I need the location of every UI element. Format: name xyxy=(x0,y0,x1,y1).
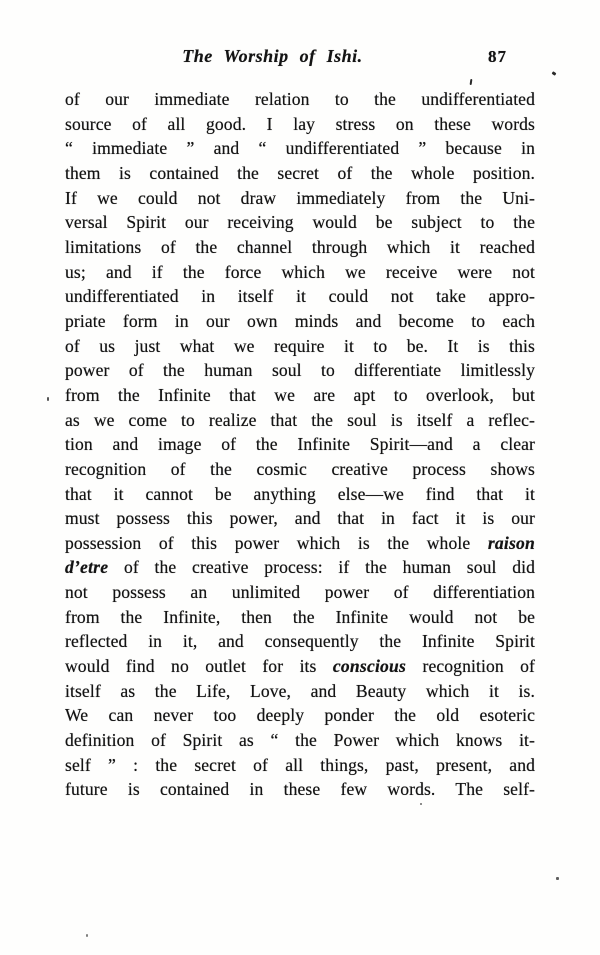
text-segment: tion and image of the Infinite Spirit—and a clear xyxy=(65,434,535,455)
italic-text-segment: raison xyxy=(487,532,535,553)
text-line xyxy=(65,580,535,605)
text-line xyxy=(65,383,535,408)
text-segment: versal Spirit our receiving would be subject to the xyxy=(65,212,535,233)
text-segment: “ immediate ” and “ undifferentiated ” because in xyxy=(65,138,535,159)
scan-speck xyxy=(552,71,557,76)
text-line xyxy=(65,629,535,654)
text-segment: them is contained the secret of the whole position. xyxy=(65,162,535,183)
text-line xyxy=(65,161,535,186)
text-line xyxy=(65,482,535,507)
text-segment: recognition of xyxy=(406,656,536,677)
running-header xyxy=(65,46,535,72)
text-segment: limitations of the channel through which it reached xyxy=(65,236,535,257)
text-segment: power of the human soul to differentiate limitlessly xyxy=(65,360,535,381)
text-segment: self ” : the secret of all things, past, present, and xyxy=(65,754,535,775)
text-segment: recognition of the cosmic creative process shows xyxy=(65,458,535,479)
text-segment: must possess this power, and that in fact it is our xyxy=(65,508,535,529)
body-text xyxy=(65,87,535,802)
text-line xyxy=(65,408,535,433)
text-line xyxy=(65,186,535,211)
text-line xyxy=(65,112,535,137)
text-line xyxy=(65,136,535,161)
text-line xyxy=(65,87,535,112)
text-line xyxy=(65,260,535,285)
italic-text-segment: conscious xyxy=(332,656,407,677)
text-line xyxy=(65,555,535,580)
scan-speck xyxy=(556,877,559,880)
text-segment: If we could not draw immediately from the Uni- xyxy=(65,187,535,208)
text-segment: of us just what we require it to be. It is this xyxy=(65,335,535,356)
text-line xyxy=(65,284,535,309)
text-line xyxy=(65,358,535,383)
text-segment: as we come to realize that the soul is itself a reflec- xyxy=(65,409,535,430)
text-segment: source of all good. I lay stress on these words xyxy=(65,113,535,134)
text-segment: that it cannot be anything else—we find that it xyxy=(65,483,535,504)
text-segment: from the Infinite that we are apt to overlook, but xyxy=(65,384,535,405)
text-segment: We can never too deeply ponder the old esoteric xyxy=(65,705,535,726)
italic-text-segment: d’etre xyxy=(65,557,109,578)
text-line xyxy=(65,432,535,457)
text-line xyxy=(65,309,535,334)
text-line xyxy=(65,334,535,359)
page-title: The Worship of Ishi. xyxy=(182,46,363,66)
text-line xyxy=(65,679,535,704)
text-line xyxy=(65,235,535,260)
text-line xyxy=(65,654,535,679)
scan-speck xyxy=(470,79,473,85)
scan-speck xyxy=(420,803,422,805)
text-segment: future is contained in these few words. The self- xyxy=(65,779,535,800)
text-line xyxy=(65,210,535,235)
text-segment: us; and if the force which we receive were not xyxy=(65,261,535,282)
text-line xyxy=(65,728,535,753)
text-segment: of our immediate relation to the undifferentiated xyxy=(65,89,535,109)
text-segment: not possess an unlimited power of differentiation xyxy=(65,582,535,603)
text-line xyxy=(65,605,535,630)
text-line xyxy=(65,457,535,482)
text-line xyxy=(65,506,535,531)
scan-speck xyxy=(86,934,88,937)
text-line xyxy=(65,753,535,778)
text-segment: reflected in it, and consequently the Infinite Spirit xyxy=(65,631,535,652)
page-number: 87 xyxy=(488,47,507,66)
text-segment: priate form in our own minds and become to each xyxy=(65,310,535,331)
text-segment: would find no outlet for its xyxy=(65,656,333,677)
text-segment: possession of this power which is the whole xyxy=(65,532,488,553)
text-line xyxy=(65,703,535,728)
text-segment: of the creative process: if the human soul did xyxy=(108,557,535,578)
text-line xyxy=(65,777,535,802)
text-segment: from the Infinite, then the Infinite would not be xyxy=(65,606,535,627)
text-line xyxy=(65,531,535,556)
text-segment: undifferentiated in itself it could not take appro- xyxy=(65,286,535,307)
text-segment: itself as the Life, Love, and Beauty which it is. xyxy=(65,680,535,701)
scan-speck xyxy=(47,397,49,401)
text-segment: definition of Spirit as “ the Power which knows it- xyxy=(65,730,535,751)
